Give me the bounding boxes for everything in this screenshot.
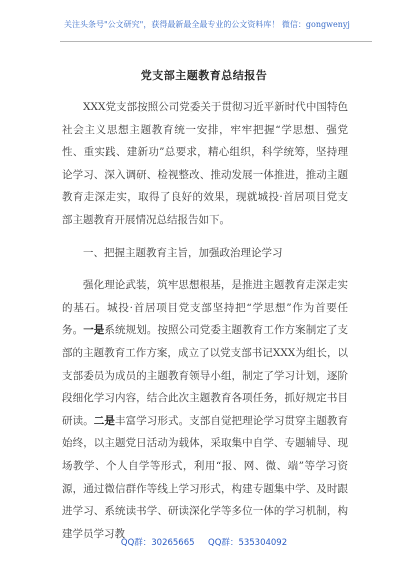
emphasis-text: 二是	[93, 414, 115, 427]
header-notice: 关注头条号"公文研究"，获得最新最全最专业的公文资料库！ 微信：gongwenyj	[64, 20, 350, 29]
qq-group-number: 30265665	[151, 538, 195, 548]
qq-group-number: 535304092	[238, 538, 288, 548]
paragraph-gap	[62, 264, 348, 274]
paragraph-text: 强化理论武装，筑牢思想根基，是推进主题教育走深走实的基石。城投·首居项目党支部坚持把“学思想”作为首要任务。	[62, 279, 348, 337]
footer-qq-groups	[0, 536, 408, 548]
qq-group-label: QQ群：	[208, 538, 239, 548]
paragraph-text: 系统规划。按照公司党委主题教育工作方案制定了支部的主题教育工作方案，成立了以党支部书记XXX为组长，以支部委员为成员的主题教育领导小组，制定了学习计划，逐阶段细化学习内容，结合此次主题教育各项任务，抓好规定书目研读。	[62, 324, 349, 427]
body-paragraph	[62, 274, 348, 545]
intro-paragraph	[62, 96, 348, 232]
document-body	[62, 96, 348, 545]
section-heading-text: 一、把握主题教育主旨，加强政治理论学习	[83, 246, 283, 259]
paragraph-text: XXX党支部按照公司党委关于贯彻习近平新时代中国特色社会主义思想主题教育统一安排，牢牢把握“学思想、强党性、重实践、建新功”总要求，精心组织，科学统筹，坚持理论学习、深入调研、检视整改、推动发展一体推进，推动主题教育走深走实，取得了良好的效果，现就城投·首居项目党支部主题教育开展情况总结报告如下。	[62, 101, 348, 226]
emphasis-text: 一是	[83, 324, 105, 337]
paragraph-gap	[62, 232, 348, 242]
document-title: 党支部主题教育总结报告	[140, 69, 268, 82]
header-divider	[60, 41, 372, 42]
section-heading	[62, 242, 348, 265]
qq-group-label: QQ群：	[120, 538, 152, 548]
paragraph-text: 丰富学习形式。支部自觉把理论学习贯穿主题教育始终，以主题党日活动为载体，采取集中自学、专题辅导、现场教学、个人自学等形式，利用“报、网、微、端”等学习资源，通过微信群作等线上学习形式，构建专题集中学、及时跟进学习、系统读书学、研读深化学等多位一体的学习机制，构建学员学习教	[62, 414, 349, 540]
